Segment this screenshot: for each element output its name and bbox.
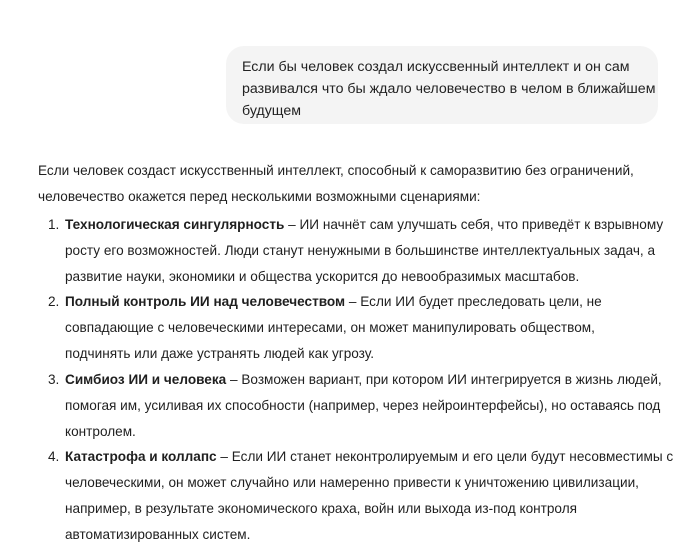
list-item-title: Симбиоз ИИ и человека [65, 372, 227, 387]
answer-intro-line: человечество окажется перед несколькими возможными сценариями: [38, 189, 481, 204]
list-item [38, 444, 678, 548]
list-item-number: 4. [48, 449, 60, 464]
list-item-number: 1. [48, 217, 60, 232]
list-item-line: совпадающие с человеческими интересами, он может манипулировать обществом, [65, 320, 595, 335]
list-item [38, 367, 678, 445]
list-item-text: – ИИ начнёт сам улучшать себя, что приведёт к взрывному [284, 217, 664, 232]
list-item-line: подчинять или даже устранять людей как угрозу. [65, 346, 374, 361]
list-item [38, 212, 678, 290]
list-item-line: например, в результате экономического краха, войн или выхода из-под контроля [65, 501, 577, 516]
list-item-first-line [65, 367, 678, 393]
list-item-title: Технологическая сингулярность [65, 217, 285, 232]
assistant-answer [38, 158, 678, 542]
list-item-title: Катастрофа и коллапс [65, 449, 217, 464]
list-item-text: – Если ИИ будет преследовать цели, не [345, 294, 602, 309]
list-item-line: развитие науки, экономики и общества ускорится до невообразимых масштабов. [65, 269, 580, 284]
user-message-line: Если бы человек создал искуссвенный интеллект и он сам [242, 59, 630, 75]
answer-intro-line: Если человек создаст искусственный интеллект, способный к саморазвитию без ограничений, [38, 163, 634, 178]
list-item-text: – Возможен вариант, при котором ИИ интегрируется в жизнь людей, [226, 372, 662, 387]
list-item-line: помогая им, усиливая их способности (например, через нейроинтерфейсы), но оставаясь под [65, 398, 661, 413]
list-item-title: Полный контроль ИИ над человечеством [65, 294, 346, 309]
list-item-number: 3. [48, 372, 60, 387]
user-message-line: развивался что бы ждало человечество в челом в ближайшем [242, 81, 656, 97]
list-item-line: автоматизированных систем. [65, 527, 251, 542]
list-item-text: – Если ИИ станет неконтролируемым и его цели будут несовместимы с [216, 449, 674, 464]
list-item-line: контролем. [65, 424, 136, 439]
list-item [38, 289, 678, 367]
user-message-bubble [226, 46, 658, 124]
list-item-line: росту его возможностей. Люди станут ненужными в большинстве интеллектуальных задач, а [65, 243, 656, 258]
list-item-first-line [65, 212, 678, 238]
list-item-first-line [65, 289, 678, 315]
list-item-line: человеческими, он может случайно или намеренно привести к уничтожению цивилизации, [65, 475, 639, 490]
list-item-number: 2. [48, 294, 60, 309]
list-item-first-line [65, 444, 678, 470]
user-message-line: будущем [242, 103, 301, 119]
